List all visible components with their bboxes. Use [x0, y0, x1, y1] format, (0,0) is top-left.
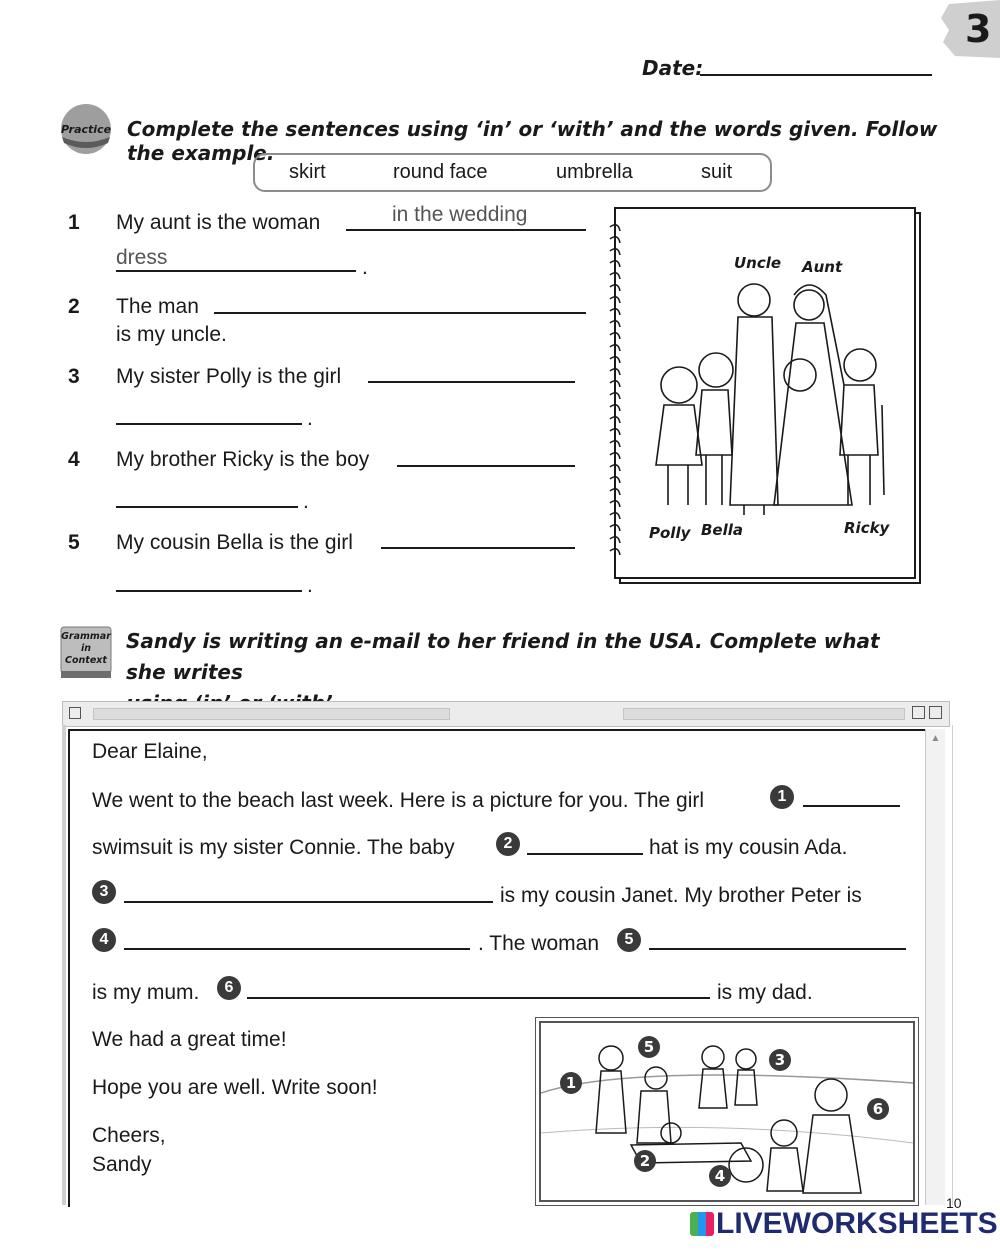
- marker-5: 5: [617, 928, 641, 952]
- marker-2: 2: [496, 832, 520, 856]
- label-ricky: Ricky: [844, 519, 890, 537]
- logo-icon: [690, 1212, 714, 1236]
- item-text-2: is my uncle.: [116, 323, 227, 346]
- answer-line[interactable]: [116, 270, 356, 272]
- email-line: Cheers,: [92, 1124, 166, 1147]
- grammar-instruction-line: Sandy is writing an e-mail to her friend in the USA. Complete what she writes: [126, 629, 880, 684]
- marker-4: 4: [92, 928, 116, 952]
- marker-1: 1: [770, 785, 794, 809]
- answer-line[interactable]: [803, 805, 900, 807]
- beach-marker-6: 6: [872, 1100, 884, 1118]
- vertical-scrollbar[interactable]: [925, 729, 945, 1205]
- example-answer: dress: [116, 246, 168, 269]
- maximize-icon[interactable]: [929, 706, 942, 719]
- badge-line: in: [80, 643, 92, 654]
- email-line: We had a great time!: [92, 1028, 287, 1051]
- title-bar-groove: [93, 708, 450, 720]
- email-signature: Sandy: [92, 1153, 152, 1176]
- word-bank: [253, 153, 772, 192]
- answer-line[interactable]: [346, 229, 586, 231]
- answer-line[interactable]: [116, 506, 298, 508]
- marker-6: 6: [217, 976, 241, 1000]
- item-end: .: [307, 574, 313, 597]
- wedding-illustration: [604, 205, 924, 587]
- label-polly: Polly: [649, 524, 691, 542]
- item-text: My aunt is the woman: [116, 211, 321, 234]
- beach-marker-4: 4: [714, 1167, 726, 1185]
- scroll-up-icon[interactable]: ▲: [930, 733, 941, 744]
- practice-instruction: Complete the sentences using ‘in’ or ‘with’ and the words given. Follow the example.: [127, 117, 938, 165]
- label-bella: Bella: [701, 521, 744, 539]
- item-end: .: [307, 407, 313, 430]
- example-answer: in the wedding: [392, 203, 528, 226]
- item-number: 1: [68, 211, 80, 234]
- item-text: My cousin Bella is the girl: [116, 531, 353, 554]
- beach-marker-1: 1: [565, 1074, 577, 1092]
- beach-illustration: [539, 1021, 915, 1202]
- liveworksheets-logo: [690, 1207, 998, 1241]
- email-line: is my dad.: [717, 981, 813, 1004]
- email-line: swimsuit is my sister Connie. The baby: [92, 836, 455, 859]
- item-number: 5: [68, 531, 80, 554]
- practice-badge-label: Practice: [60, 123, 112, 136]
- email-line: We went to the beach last week. Here is a picture for you. The girl: [92, 789, 705, 812]
- page-number: 10: [946, 1195, 962, 1211]
- answer-line[interactable]: [527, 853, 643, 855]
- email-line: is my cousin Janet. My brother Peter is: [500, 884, 862, 907]
- email-line: is my mum.: [92, 981, 200, 1004]
- grammar-in-context-badge: [60, 626, 112, 680]
- email-line: . The woman: [478, 932, 600, 955]
- answer-line[interactable]: [116, 590, 302, 592]
- email-greeting: Dear Elaine,: [92, 740, 208, 763]
- answer-line[interactable]: [649, 948, 906, 950]
- item-end: .: [303, 490, 309, 513]
- item-text: The man: [116, 295, 199, 318]
- item-text: My brother Ricky is the boy: [116, 448, 370, 471]
- item-number: 2: [68, 295, 80, 318]
- word-bank-item: suit: [701, 161, 733, 183]
- restore-icon[interactable]: [912, 706, 925, 719]
- word-bank-item: round face: [393, 161, 488, 183]
- beach-marker-3: 3: [774, 1051, 786, 1069]
- word-bank-item: skirt: [289, 161, 326, 183]
- email-line: Hope you are well. Write soon!: [92, 1076, 378, 1099]
- badge-line: Context: [65, 655, 107, 666]
- answer-line[interactable]: [247, 997, 710, 999]
- answer-line[interactable]: [124, 901, 493, 903]
- answer-line[interactable]: [381, 547, 575, 549]
- item-text: My sister Polly is the girl: [116, 365, 342, 388]
- answer-line[interactable]: [397, 465, 575, 467]
- window-title-bar: [62, 701, 950, 727]
- badge-line: Grammar: [61, 631, 111, 642]
- beach-marker-2: 2: [639, 1152, 651, 1170]
- label-aunt: Aunt: [802, 258, 843, 276]
- window-control-icon[interactable]: [69, 707, 81, 719]
- marker-3: 3: [92, 880, 116, 904]
- unit-tab: [935, 0, 1000, 62]
- date-input-line[interactable]: [700, 74, 932, 76]
- item-end: .: [362, 256, 368, 279]
- item-number: 3: [68, 365, 80, 388]
- practice-badge: [60, 103, 112, 155]
- answer-line[interactable]: [116, 423, 302, 425]
- answer-line[interactable]: [214, 312, 586, 314]
- date-label: Date:: [642, 56, 704, 80]
- answer-line[interactable]: [368, 381, 575, 383]
- item-number: 4: [68, 448, 80, 471]
- label-uncle: Uncle: [734, 254, 782, 272]
- word-bank-item: umbrella: [556, 161, 633, 183]
- beach-marker-5: 5: [643, 1038, 655, 1056]
- unit-number: 3: [965, 7, 992, 51]
- email-line: hat is my cousin Ada.: [649, 836, 848, 859]
- answer-line[interactable]: [124, 948, 470, 950]
- title-bar-groove: [623, 708, 905, 720]
- logo-text: LIVEWORKSHEETS: [716, 1207, 998, 1240]
